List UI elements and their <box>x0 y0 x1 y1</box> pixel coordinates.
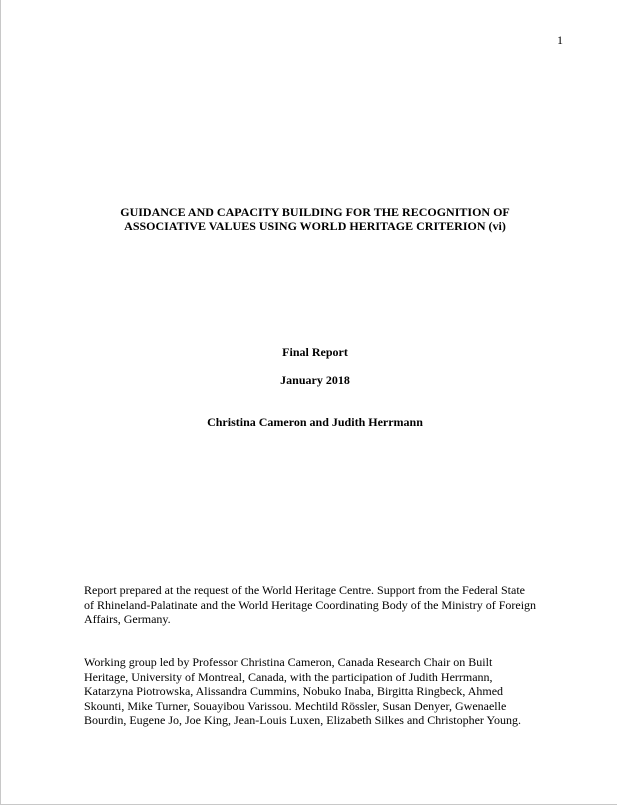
report-title-line: GUIDANCE AND CAPACITY BUILDING FOR THE RECOGNITION OF <box>120 205 510 219</box>
report-authors: Christina Cameron and Judith Herrmann <box>207 415 423 429</box>
paragraph-line: Bourdin, Eugene Jo, Joe King, Jean-Louis Luxen, Elizabeth Silkes and Christopher Young. <box>84 713 521 727</box>
prepared-statement <box>84 583 554 627</box>
report-date: January 2018 <box>280 373 350 387</box>
paragraph-line: Heritage, University of Montreal, Canada, with the participation of Judith Herrmann, <box>84 669 493 684</box>
paragraph-line: of Rhineland-Palatinate and the World Heritage Coordinating Body of the Ministry of Foreign <box>84 597 537 612</box>
report-title <box>41 205 589 233</box>
paragraph-line: Affairs, Germany. <box>84 612 171 626</box>
working-group-statement <box>84 655 554 728</box>
paragraph-line: Working group led by Professor Christina Cameron, Canada Research Chair on Built <box>84 655 493 669</box>
report-title-line: ASSOCIATIVE VALUES USING WORLD HERITAGE CRITERION (vi) <box>124 219 506 233</box>
paragraph-line: Skounti, Mike Turner, Souayibou Varissou. Mechtild Rössler, Susan Denyer, Gwenaelle <box>84 698 507 713</box>
page-number: 1 <box>557 33 563 47</box>
report-type: Final Report <box>282 345 348 359</box>
paragraph-line: Report prepared at the request of the World Heritage Centre. Support from the Federal State <box>84 583 525 597</box>
paragraph-line: Katarzyna Piotrowska, Alissandra Cummins, Nobuko Inaba, Birgitta Ringbeck, Ahmed <box>84 684 504 698</box>
